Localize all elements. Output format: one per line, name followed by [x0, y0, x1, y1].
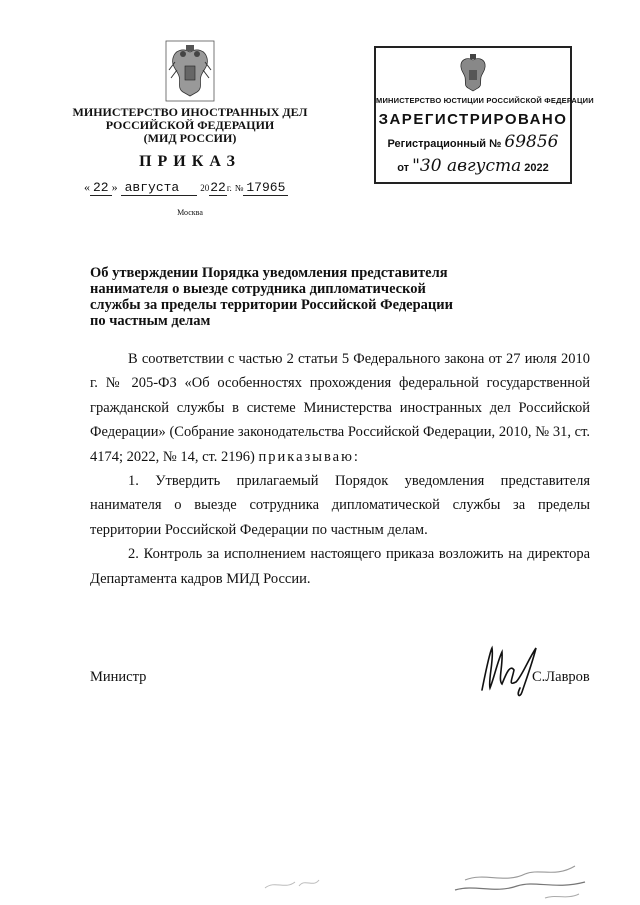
- ministry-header: [70, 106, 310, 145]
- registration-stamp: [374, 46, 594, 184]
- document-title: Об утверждении Порядка уведомления представителя нанимателя о выезде сотрудника дипломатической службы за пределы территории Российской Федерации по частным делам: [90, 265, 453, 329]
- coat-of-arms-emblem: [165, 40, 215, 102]
- document-body: [90, 347, 590, 591]
- ministry-line-2: РОССИЙСКОЙ ФЕДЕРАЦИИ: [105, 118, 275, 132]
- year-prefix: 20: [200, 183, 210, 193]
- order-month: августа: [121, 180, 198, 196]
- bottom-handwritten-marks: [255, 850, 640, 905]
- order-number: 17965: [243, 180, 288, 196]
- stamp-date-value: "30 августа: [412, 156, 522, 176]
- signatory-name: С.Лавров: [532, 669, 590, 685]
- year-suffix: 22: [210, 180, 226, 195]
- stamp-reg-label: Регистрационный №: [387, 138, 502, 150]
- stamp-registered: ЗАРЕГИСТРИРОВАНО: [378, 111, 568, 128]
- date-open-quote: «: [84, 180, 90, 194]
- stamp-date-label: от: [397, 162, 410, 174]
- paragraph-1-text: В соответствии с частью 2 статьи 5 Федерального закона от 27 июля 2010 г. № 205-ФЗ «Об особенностях прохождения федеральной государственной гражданской службы в системе Министерства иностранных дел Российской Федерации» (Собрание законодательства Российской Федерации, 2010, № 31, ст. 4174; 2022, № 14, ст. 2196): [90, 351, 590, 465]
- order-day: 22: [90, 180, 112, 196]
- stamp-reg-number-line: [376, 132, 570, 152]
- number-label: №: [234, 183, 244, 193]
- city-label: Москва: [177, 208, 203, 217]
- body-paragraph-3: 2. Контроль за исполнением настоящего приказа возложить на директора Департамента кадров МИД России.: [90, 546, 590, 587]
- ministry-line-3: (МИД РОССИИ): [143, 131, 237, 145]
- stamp-reg-number: 69856: [504, 132, 559, 152]
- stamp-date-year: 2022: [524, 162, 549, 174]
- stamp-date-line: [376, 156, 570, 176]
- stamp-emblem-icon: [455, 52, 491, 94]
- stamp-ministry: МИНИСТЕРСТВО ЮСТИЦИИ РОССИЙСКОЙ ФЕДЕРАЦИИ: [376, 96, 594, 105]
- ministry-line-1: МИНИСТЕРСТВО ИНОСТРАННЫХ ДЕЛ: [72, 105, 308, 119]
- date-close-quote: »: [111, 180, 118, 194]
- body-paragraph-1: [90, 347, 590, 469]
- orders-word: приказываю:: [258, 448, 360, 465]
- body-paragraph-2: 1. Утвердить прилагаемый Порядок уведомления представителя нанимателя о выезде сотрудника дипломатической службы за пределы территории Российской Федерации по частным делам.: [90, 473, 590, 538]
- order-date-line: [84, 180, 304, 195]
- document-type: ПРИКАЗ: [139, 153, 241, 170]
- year-letter: г.: [226, 183, 232, 193]
- signatory-position: Министр: [90, 669, 147, 685]
